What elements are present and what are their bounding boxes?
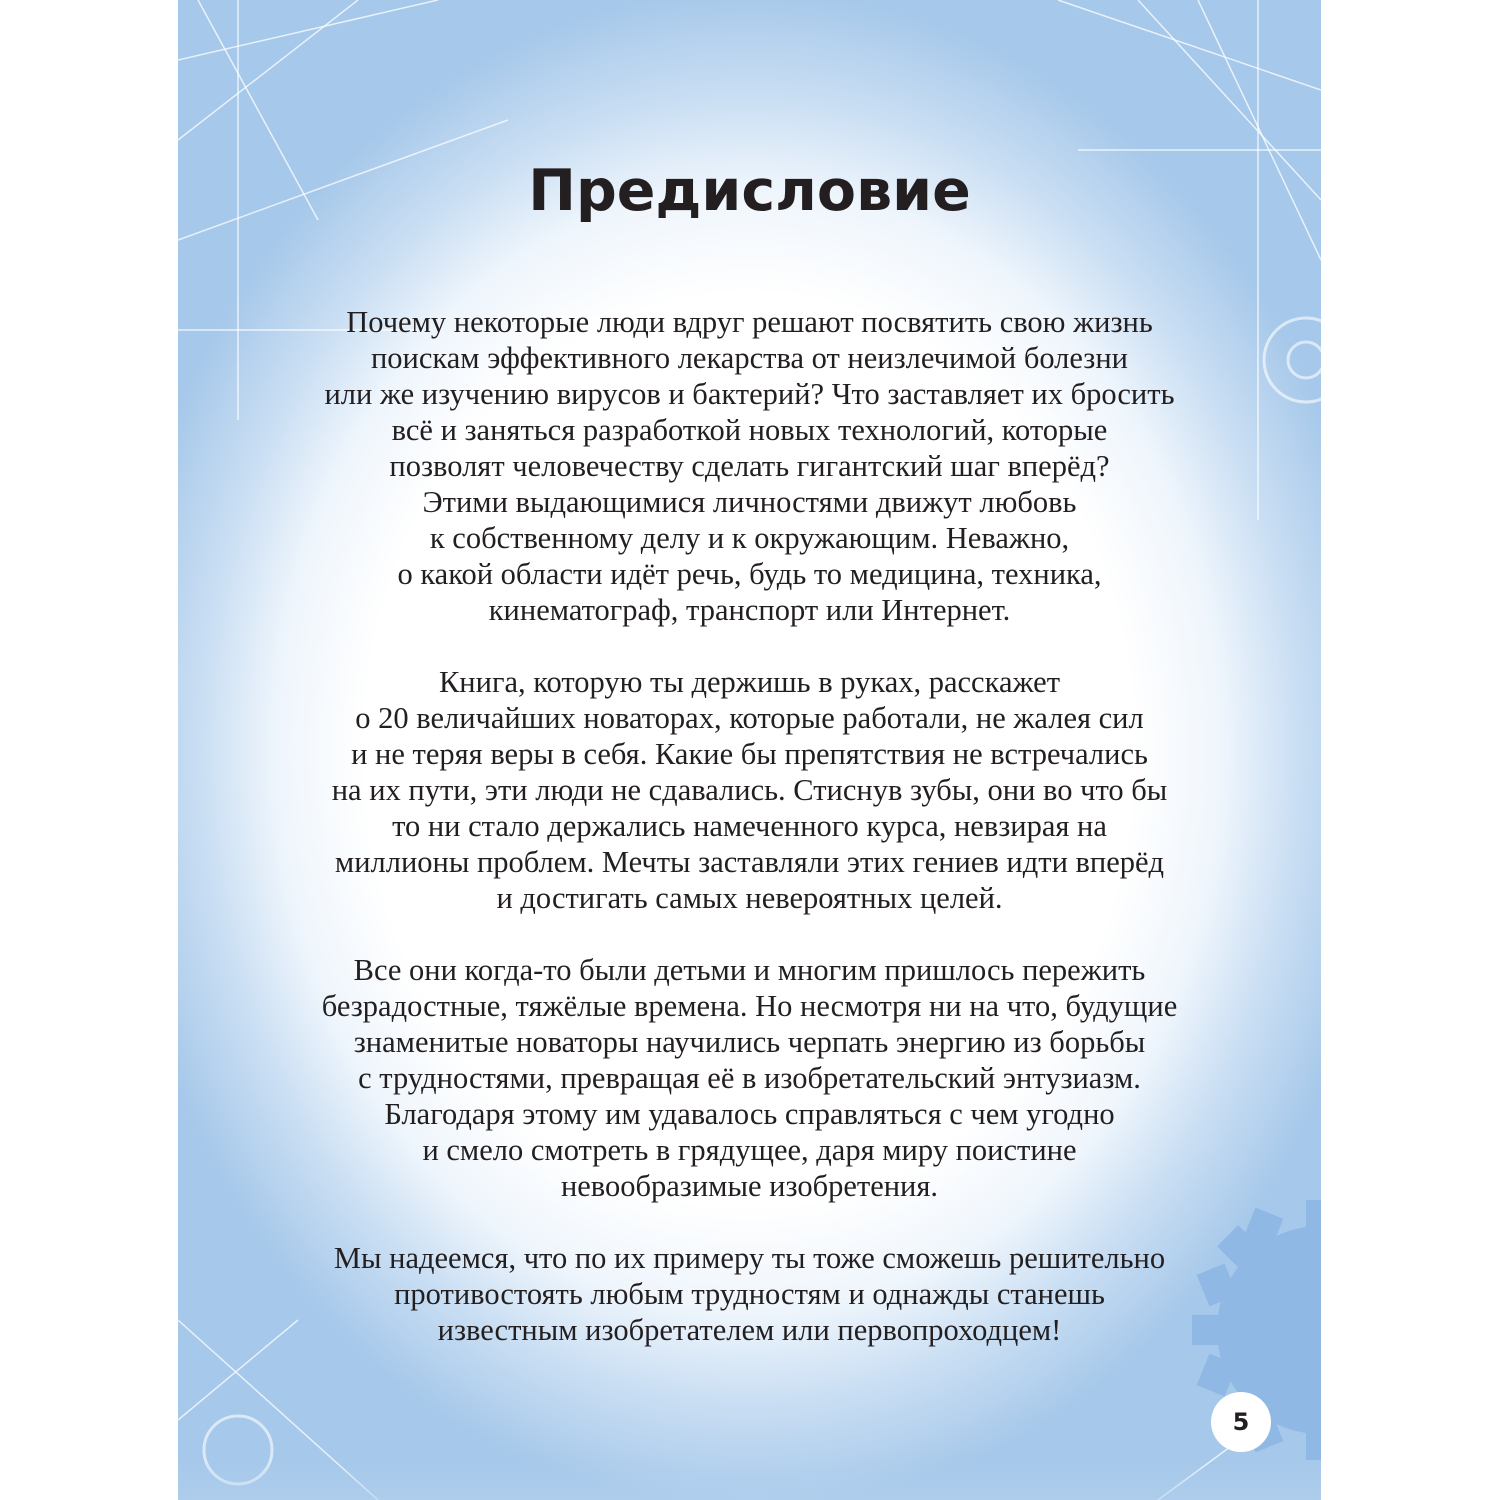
- page-title: Предисловие: [528, 158, 971, 224]
- text-line: и не теряя веры в себя. Какие бы препятствия не встречались: [351, 737, 1148, 771]
- text-line: всё и заняться разработкой новых технологий, которые: [391, 413, 1108, 447]
- paragraph: [218, 1240, 1281, 1348]
- text-line: известным изобретателем или первопроходцем!: [437, 1313, 1062, 1347]
- text-line: невообразимые изобретения.: [560, 1169, 939, 1203]
- foreword-text: [218, 304, 1281, 1384]
- text-line: миллионы проблем. Мечты заставляли этих гениев идти вперёд: [334, 845, 1165, 879]
- text-line: Почему некоторые люди вдруг решают посвятить свою жизнь: [346, 305, 1153, 339]
- paragraph: [218, 952, 1281, 1204]
- text-line: Этими выдающимися личностями движут любовь: [422, 485, 1077, 519]
- book-page: [178, 0, 1321, 1500]
- text-line: или же изучению вирусов и бактерий? Что заставляет их бросить: [324, 377, 1175, 411]
- text-line: к собственному делу и к окружающим. Неважно,: [429, 521, 1070, 555]
- text-line: кинематограф, транспорт или Интернет.: [488, 593, 1011, 627]
- text-line: Все они когда-то были детьми и многим пришлось пережить: [353, 953, 1146, 987]
- text-line: поискам эффективного лекарства от неизлечимой болезни: [370, 341, 1129, 375]
- paragraph: [218, 304, 1281, 628]
- text-line: на их пути, эти люди не сдавались. Стиснув зубы, они во что бы: [331, 773, 1168, 807]
- text-line: безрадостные, тяжёлые времена. Но несмотря ни на что, будущие: [321, 989, 1178, 1023]
- text-line: Мы надеемся, что по их примеру ты тоже сможешь решительно: [333, 1241, 1166, 1275]
- text-line: знаменитые новаторы научились черпать энергию из борьбы: [353, 1025, 1146, 1059]
- text-line: с трудностями, превращая её в изобретательский энтузиазм.: [358, 1061, 1141, 1095]
- text-line: Благодаря этому им удавалось справляться с чем угодно: [384, 1097, 1115, 1131]
- text-line: о 20 величайших новаторах, которые работали, не жалея сил: [355, 701, 1144, 735]
- page-number: 5: [1211, 1392, 1271, 1452]
- text-line: и смело смотреть в грядущее, даря миру поистине: [422, 1133, 1077, 1167]
- text-line: противостоять любым трудностям и однажды станешь: [394, 1277, 1105, 1311]
- text-line: позволят человечеству сделать гигантский шаг вперёд?: [389, 449, 1110, 483]
- text-line: о какой области идёт речь, будь то медицина, техника,: [397, 557, 1102, 591]
- text-line: то ни стало держались намеченного курса, невзирая на: [392, 809, 1107, 843]
- text-line: и достигать самых невероятных целей.: [496, 881, 1003, 915]
- paragraph: [218, 664, 1281, 916]
- text-line: Книга, которую ты держишь в руках, расскажет: [438, 665, 1061, 699]
